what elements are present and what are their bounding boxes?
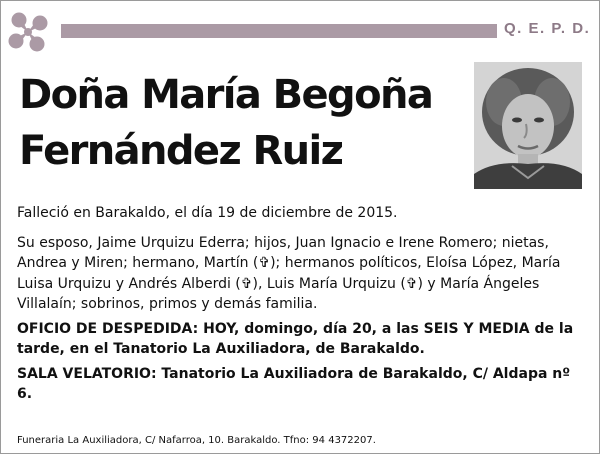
portrait-photo: [474, 62, 582, 189]
funeral-service: OFICIO DE DESPEDIDA: HOY, domingo, día 20, a las SEIS Y MEDIA de la tarde, en el Tanatorio La Auxiliadora, de Barakaldo.: [17, 320, 574, 357]
wake-location: SALA VELATORIO: Tanatorio La Auxiliadora de Barakaldo, C/ Aldapa nº 6.: [17, 365, 571, 402]
header: [1, 1, 600, 57]
name-line-1: Doña María Begoña: [19, 72, 433, 118]
obituary-text: [17, 203, 587, 414]
deceased-name: [19, 67, 469, 179]
lauburu-icon: [5, 9, 51, 55]
family-list: Su esposo, Jaime Urquizu Ederra; hijos, Juan Ignacio e Irene Romero; nietas, Andrea y Miren; hermano, Martín (✞); hermanos políticos, Eloísa López, María Luisa Urquizu y Andrés Alberdi (✞), Luis María Urquizu (✞) y María Ángeles Villalaín; sobrinos, primos y demás familia.: [17, 234, 561, 312]
header-divider-bar: [61, 24, 497, 38]
qepd-label: Q. E. P. D.: [504, 20, 591, 37]
name-line-2: Fernández Ruiz: [19, 128, 343, 174]
funeral-home-footer: Funeraria La Auxiliadora, C/ Nafarroa, 10. Barakaldo. Tfno: 94 4372207.: [17, 435, 376, 446]
death-notice: Falleció en Barakaldo, el día 19 de diciembre de 2015.: [17, 205, 398, 221]
